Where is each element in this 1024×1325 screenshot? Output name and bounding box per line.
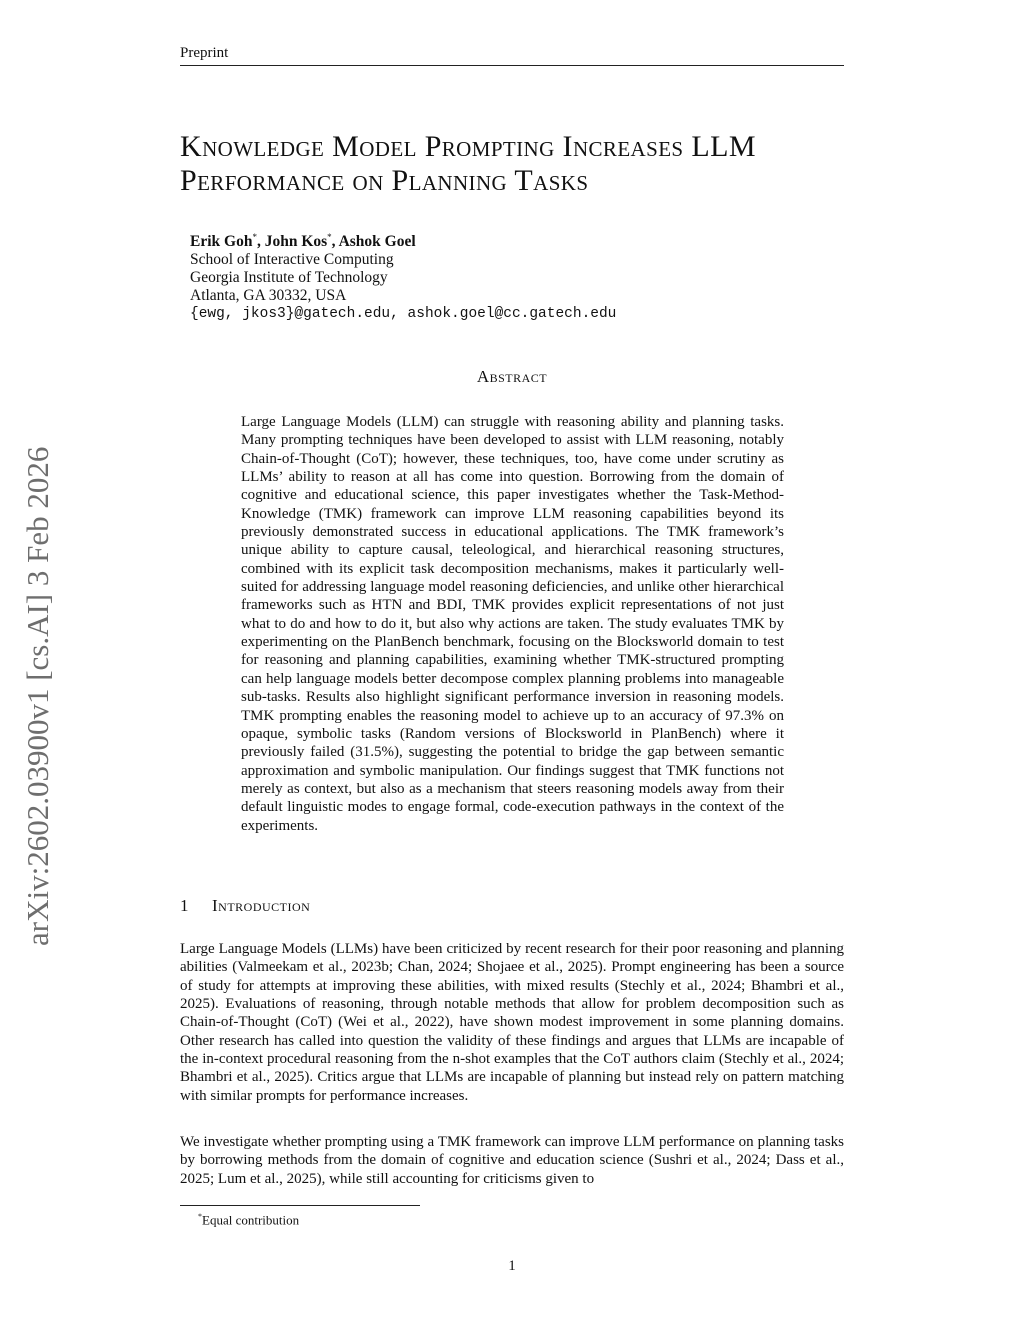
footnote-mark: * [198, 1212, 202, 1221]
introduction-paragraph-2: We investigate whether prompting using a TMK framework can improve LLM performance on planning tasks by borrowing methods from the domain of cognitive and education science (Sushri et al., 2024; Dass et al., 2025; Lum et al., 2025), while still accounting for criticisms given to [180, 1134, 844, 1187]
equal-contribution-mark-1: * [252, 232, 257, 242]
running-header: Preprint [180, 45, 229, 61]
arxiv-identifier-stamp: arXiv:2602.03900v1 [cs.AI] 3 Feb 2026 [20, 446, 55, 946]
abstract-text: Large Language Models (LLM) can struggle with reasoning ability and planning tasks. Many prompting techniques have been developed to assist with LLM reasoning, notably Chain-of-Thought (CoT); however, these techniques, too, have come under scrutiny as LLMs’ ability to reason at all has come into question. Borrowing from the domain of cognitive and educational science, this paper investigates whether the Task-Method-Knowledge (TMK) framework can improve LLM reasoning capabilities beyond its previously demonstrated success in educational applications. The TMK framework’s unique ability to capture causal, teleological, and hierarchical reasoning structures, combined with its explicit task decomposition mechanisms, makes it particularly well-suited for addressing language model reasoning deficiencies, and unlike other hierarchical frameworks such as HTN and BDI, TMK provides explicit representations of not just what to do and how to do it, but also why actions are taken. The study evaluates TMK by experimenting on the PlanBench benchmark, focusing on the Blocksworld domain to test for reasoning and planning capabilities, examining whether TMK-structured prompting can help language models better decompose complex planning problems into manageable sub-tasks. Results also highlight significant performance inversion in reasoning models. TMK prompting enables the reasoning model to achieve up to an accuracy of 97.3% on opaque, symbolic tasks (Random versions of Blocksworld in PlanBench) where it previously failed (31.5%), suggesting the potential to bridge the gap between semantic approximation and symbolic manipulation. Our findings suggest that TMK functions not merely as context, but also as a mechanism that steers reasoning models away from their default linguistic modes to engage formal, code-execution pathways in the context of the experiments. [241, 414, 784, 834]
affiliation-line-2: Georgia Institute of Technology [190, 269, 388, 287]
author-1: Erik Goh [190, 233, 253, 251]
author-block [190, 228, 616, 323]
author-emails: {ewg, jkos3}@gatech.edu, ashok.goel@cc.gatech.edu [190, 306, 617, 323]
section-heading-introduction [180, 896, 310, 916]
footnote-text: Equal contribution [202, 1212, 300, 1228]
paper-title [180, 130, 860, 198]
author-names [190, 228, 616, 251]
footnote-rule [180, 1205, 420, 1206]
author-2: John Kos [264, 233, 328, 251]
title-line-2: Performance on Planning Tasks [180, 164, 589, 197]
abstract-heading: Abstract [476, 367, 548, 386]
affiliation-line-1: School of Interactive Computing [190, 251, 394, 269]
section-number: 1 [180, 896, 189, 915]
author-separator-2: , [331, 233, 339, 251]
section-title: Introduction [212, 896, 311, 915]
header-rule [180, 65, 844, 66]
affiliation-line-3: Atlanta, GA 30332, USA [190, 287, 347, 305]
author-3: Ashok Goel [338, 233, 416, 251]
equal-contribution-mark-2: * [327, 232, 332, 242]
title-line-1: Knowledge Model Prompting Increases LLM [180, 130, 756, 163]
author-separator-1: , [256, 233, 265, 251]
footnote [198, 1209, 299, 1228]
introduction-paragraph-1: Large Language Models (LLMs) have been criticized by recent research for their poor reasoning and planning abilities (Valmeekam et al., 2023b; Chan, 2024; Shojaee et al., 2025). Prompt engineering has been a source of study for attempts at improving these abilities, with mixed results (Stechly et al., 2024; Bhambri et al., 2025). Evaluations of reasoning, through notable methods that allow for problem decomposition such as Chain-of-Thought (CoT) (Wei et al., 2022), have shown modest improvement in some planning domains. Other research has called into question the validity of these findings and argues that LLMs are incapable of the in-context procedural reasoning from the n-shot examples that the CoT authors claim (Stechly et al., 2024; Bhambri et al., 2025). Critics argue that LLMs are incapable of planning but instead rely on pattern matching with similar prompts for performance increases. [180, 941, 844, 1104]
page-number: 1 [508, 1258, 516, 1274]
